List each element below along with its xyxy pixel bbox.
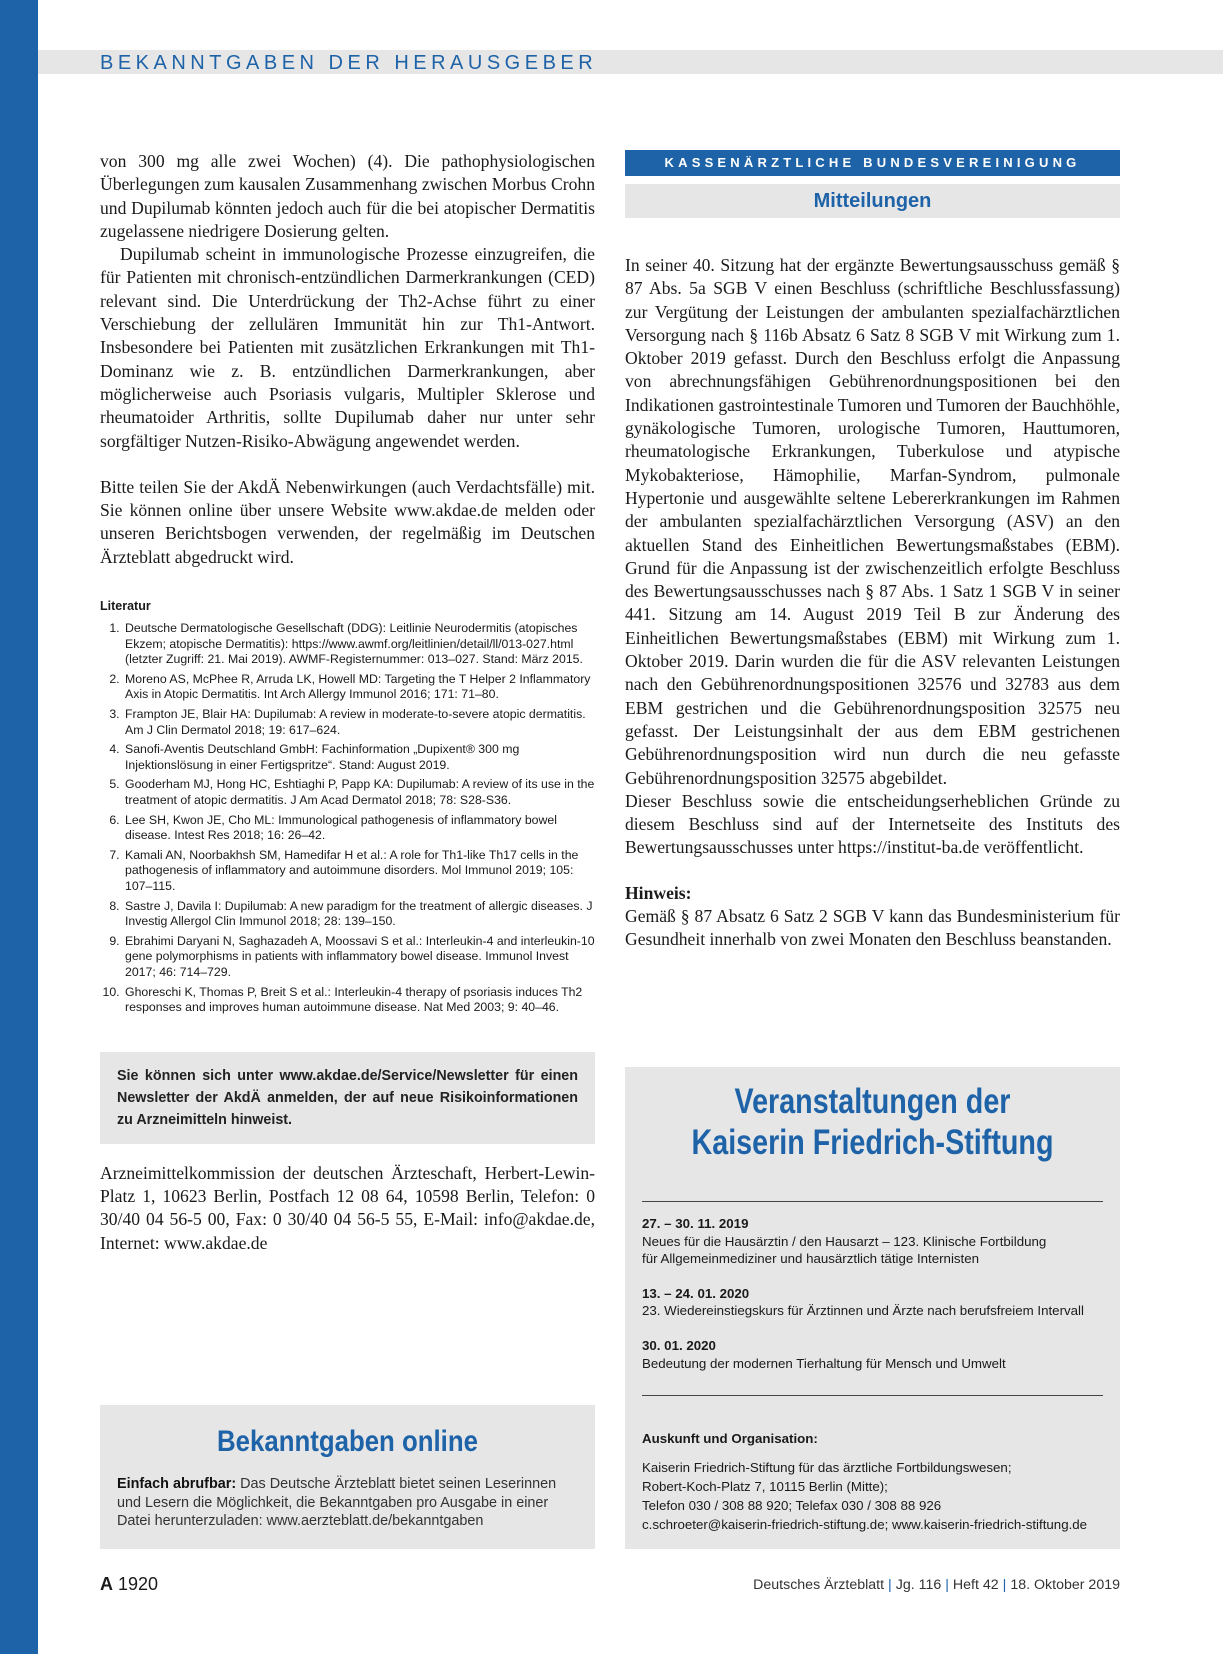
organization-info [642, 1429, 1112, 1534]
reference-item: 1. Deutsche Dermatologische Gesellschaft (DDG): Leitlinie Neurodermitis (atopisches Ekzem; atopische Dermatitis): https://www.awmf.org/leitlinien/detail/ll/013-027.html (letzter Zugriff: 21. Mai 2019). AWMF-Registernummer: 013–027. Stand: März 2015. [123, 621, 595, 668]
event-date: 13. – 24. 01. 2020 [642, 1285, 750, 1301]
events-box [625, 1067, 1120, 1549]
reference-item: 7. Kamali AN, Noorbakhsh SM, Hamedifar H et al.: A role for Th1-like Th17 cells in the pathogenesis of inflammatory and autoimmune disorders. Mol Immunol 2019; 105: 107–115. [123, 848, 595, 895]
events-title-line: Veranstaltungen der [734, 1082, 1011, 1121]
online-box-title: Bekanntgaben online [217, 1425, 478, 1458]
newsletter-notice: Sie können sich unter www.akdae.de/Service/Newsletter für einen Newsletter der AkdÄ anmelden, der auf neue Risikoinformationen zu Arzneimitteln hinweist. [100, 1052, 595, 1144]
separator: | [1002, 1577, 1007, 1593]
paragraph: Dieser Beschluss sowie die entscheidungserheblichen Gründe zu diesem Beschluss sind auf der Internetseite des Instituts des Bewertungsausschusses unter https://institut-ba.de veröffentlicht. [625, 790, 1120, 858]
right-column [625, 150, 1120, 952]
online-box-text [117, 1475, 578, 1531]
journal-footer [753, 1577, 1120, 1593]
events-title [670, 1081, 1076, 1163]
event-list [642, 1215, 1103, 1389]
event-description: Bedeutung der modernen Tierhaltung für Mensch und Umwelt [642, 1355, 1006, 1371]
contact-address: Arzneimittelkommission der deutschen Ärzteschaft, Herbert-Lewin-Platz 1, 10623 Berlin, Postfach 12 08 64, 10598 Berlin, Telefon: 0 30/40 04 56-5 00, Fax: 0 30/40 04 56-5 55, E-Mail: info@akdae.de, Internet: www.akdae.de [100, 1162, 595, 1253]
divider [642, 1201, 1103, 1202]
paragraph: Dupilumab scheint in immunologische Prozesse einzugreifen, die für Patienten mit chronisch-entzündlichen Darmerkrankungen (CED) relevant sind. Die Unterdrückung der Th2-Achse führt zu einer Verschiebung der zellulären Immunität hin zur Th1-Antwort. Insbesondere bei Patienten mit zusätzlichen Erkrankungen mit Th1-Dominanz wie z. B. entzündlichen Darmerkrankungen, aber möglicherweise auch Psoriasis vulgaris, Multipler Sklerose und rheumatoider Arthritis, sollte Dupilumab daher nur unter sehr sorgfältiger Nutzen-Risiko-Abwägung angewendet werden. [100, 244, 595, 451]
paragraph: In seiner 40. Sitzung hat der ergänzte Bewertungsausschuss gemäß § 87 Abs. 5a SGB V einen Beschluss (schriftliche Beschlussfassung) zur Vergütung der Leistungen der ambulanten spezialfachärztlichen Versorgung nach § 116b Absatz 6 Satz 8 SGB V mit Wirkung zum 1. Oktober 2019 gefasst. Durch den Beschluss erfolgt die Anpassung von abrechnungsfähigen Gebührenordnungspositionen bei den Indikationen gastrointestinale Tumoren und Tumoren der Bauchhöhle, gynäkologische Tumoren, urologische Tumoren, Hauttumoren, rheumatologische Erkrankungen, Tuberkulose und atypische Mykobakteriose, Hämophilie, Marfan-Syndrom, pulmonale Hypertonie und ausgewählte seltene Lebererkrankungen im Rahmen der ambulanten spezialfachärztlichen Versorgung (ASV) an den aktuellen Stand des Einheitlichen Bewertungsmaßstabes (EBM). Grund für die Anpassung ist der zwischenzeitlich erfolgte Beschluss des Bewertungsausschusses nach § 87 Abs. 1 Satz 1 SGB V in seiner 441. Sitzung am 14. August 2019 Teil B zur Änderung des Einheitlichen Bewertungsmaßstabes (EBM) mit Wirkung zum 1. Oktober 2019. Darin wurden die für die ASV relevanten Leistungen nach den Gebührenordnungspositionen 32576 und 32783 aus dem EBM gestrichen und die Gebührenordnungsposition 32575 neu gefasst. Der Leistungsinhalt der aus dem EBM gestrichenen Gebührenordnungsposition wird nun durch die neu gefasste Gebührenordnungsposition 32575 abgebildet. [625, 255, 1121, 788]
event-description: Neues für die Hausärztin / den Hausarzt – 123. Klinische Fortbildung [642, 1233, 1047, 1249]
separator: | [945, 1577, 949, 1593]
journal-volume: Jg. 116 [895, 1577, 942, 1593]
event-item [642, 1215, 1103, 1268]
side-color-bar [0, 0, 38, 1654]
organization-bar: KASSENÄRZTLICHE BUNDESVEREINIGUNG [625, 150, 1120, 176]
reference-list [100, 621, 595, 1016]
online-box-body: Das Deutsche Ärzteblatt bietet seinen Leserinnen und Lesern die Möglichkeit, die Bekanntgaben pro Ausgabe in einer Datei herunterzuladen: www.aerzteblatt.de/bekanntgaben [117, 1476, 557, 1529]
online-box-lead: Einfach abrufbar: [117, 1476, 237, 1492]
section-title: Mitteilungen [625, 184, 1120, 218]
online-announcements-box [100, 1405, 595, 1549]
reference-item: 6. Lee SH, Kwon JE, Cho ML: Immunological pathogenesis of inflammatory bowel disease. Intest Res 2018; 16: 26–42. [123, 813, 595, 844]
organization-line: Robert-Koch-Platz 7, 10115 Berlin (Mitte); [642, 1479, 888, 1494]
journal-date: 18. Oktober 2019 [1010, 1577, 1120, 1593]
paragraph: von 300 mg alle zwei Wochen) (4). Die pathophysiologischen Überlegungen zum kausalen Zusammenhang zwischen Morbus Crohn und Dupilumab könnten jedoch auch für die bei atopischer Dermatitis zugelassene niedrigere Dosierung gelten. [100, 151, 595, 241]
reference-item: 9. Ebrahimi Daryani N, Saghazadeh A, Moossavi S et al.: Interleukin-4 and interleukin-10 gene polymorphisms in patients with inflammatory bowel disease. Immunol Invest 2017; 46: 714–729. [123, 934, 595, 981]
organization-line: c.schroeter@kaiserin-friedrich-stiftung.de; www.kaiserin-friedrich-stiftung.de [642, 1517, 1088, 1532]
reference-item: 5. Gooderham MJ, Hong HC, Eshtiaghi P, Papp KA: Dupilumab: A review of its use in the treatment of atopic dermatitis. J Am Acad Dermatol 2018; 78: S28-S36. [123, 777, 595, 808]
divider [642, 1395, 1103, 1396]
page-number [100, 1574, 158, 1595]
section-header: BEKANNTGABEN DER HERAUSGEBER [100, 52, 598, 74]
hinweis-heading: Hinweis: [625, 882, 692, 903]
event-description: 23. Wiedereinstiegskurs für Ärztinnen und Ärzte nach berufsfreiem Intervall [642, 1303, 1084, 1319]
page-number-value: 1920 [118, 1574, 159, 1594]
organization-heading: Auskunft und Organisation: [642, 1431, 818, 1446]
event-date: 27. – 30. 11. 2019 [642, 1216, 749, 1231]
reference-item: 2. Moreno AS, McPhee R, Arruda LK, Howell MD: Targeting the T Helper 2 Inflammatory Axis in Atopic Dermatitis. Int Arch Allergy Immunol 2016; 171: 71–80. [123, 672, 595, 703]
journal-issue: Heft 42 [952, 1577, 999, 1593]
event-item [642, 1285, 1103, 1320]
reference-item: 3. Frampton JE, Blair HA: Dupilumab: A review in moderate-to-severe atopic dermatitis. Am J Clin Dermatol 2018; 19: 617–624. [123, 707, 595, 738]
events-title-line: Kaiserin Friedrich-Stiftung [691, 1123, 1054, 1162]
page-letter: A [100, 1574, 113, 1594]
reference-item: 8. Sastre J, Davila I: Dupilumab: A new paradigm for the treatment of allergic diseases. J Investig Allergol Clin Immunol 2018; 28: 139–150. [123, 899, 595, 930]
left-column [100, 150, 595, 1255]
hinweis-text: Gemäß § 87 Absatz 6 Satz 2 SGB V kann das Bundesministerium für Gesundheit innerhalb von zwei Monaten den Beschluss beanstanden. [625, 906, 1120, 950]
event-description: für Allgemeinmediziner und hausärztlich tätige Internisten [642, 1251, 980, 1267]
paragraph: Bitte teilen Sie der AkdÄ Nebenwirkungen (auch Verdachtsfälle) mit. Sie können online über unsere Website www.akdae.de melden oder unseren Berichtsbogen verwenden, der regelmäßig im Deutschen Ärzteblatt abgedruckt wird. [100, 476, 595, 567]
organization-line: Telefon 030 / 308 88 920; Telefax 030 / 308 88 926 [642, 1498, 942, 1513]
separator: | [888, 1577, 892, 1593]
event-item [642, 1337, 1103, 1372]
reference-item: 4. Sanofi-Aventis Deutschland GmbH: Fachinformation „Dupixent® 300 mg Injektionslösung in einer Fertigspritze“. Stand: August 2019. [123, 742, 595, 773]
reference-item: 10. Ghoreschi K, Thomas P, Breit S et al.: Interleukin-4 therapy of psoriasis induces Th2 responses and improves human autoimmune disease. Nat Med 2003; 9: 40–46. [123, 985, 595, 1016]
organization-line: Kaiserin Friedrich-Stiftung für das ärztliche Fortbildungswesen; [642, 1460, 1012, 1475]
literature-heading: Literatur [100, 599, 151, 614]
event-date: 30. 01. 2020 [642, 1337, 716, 1353]
journal-name: Deutsches Ärzteblatt [753, 1577, 885, 1593]
